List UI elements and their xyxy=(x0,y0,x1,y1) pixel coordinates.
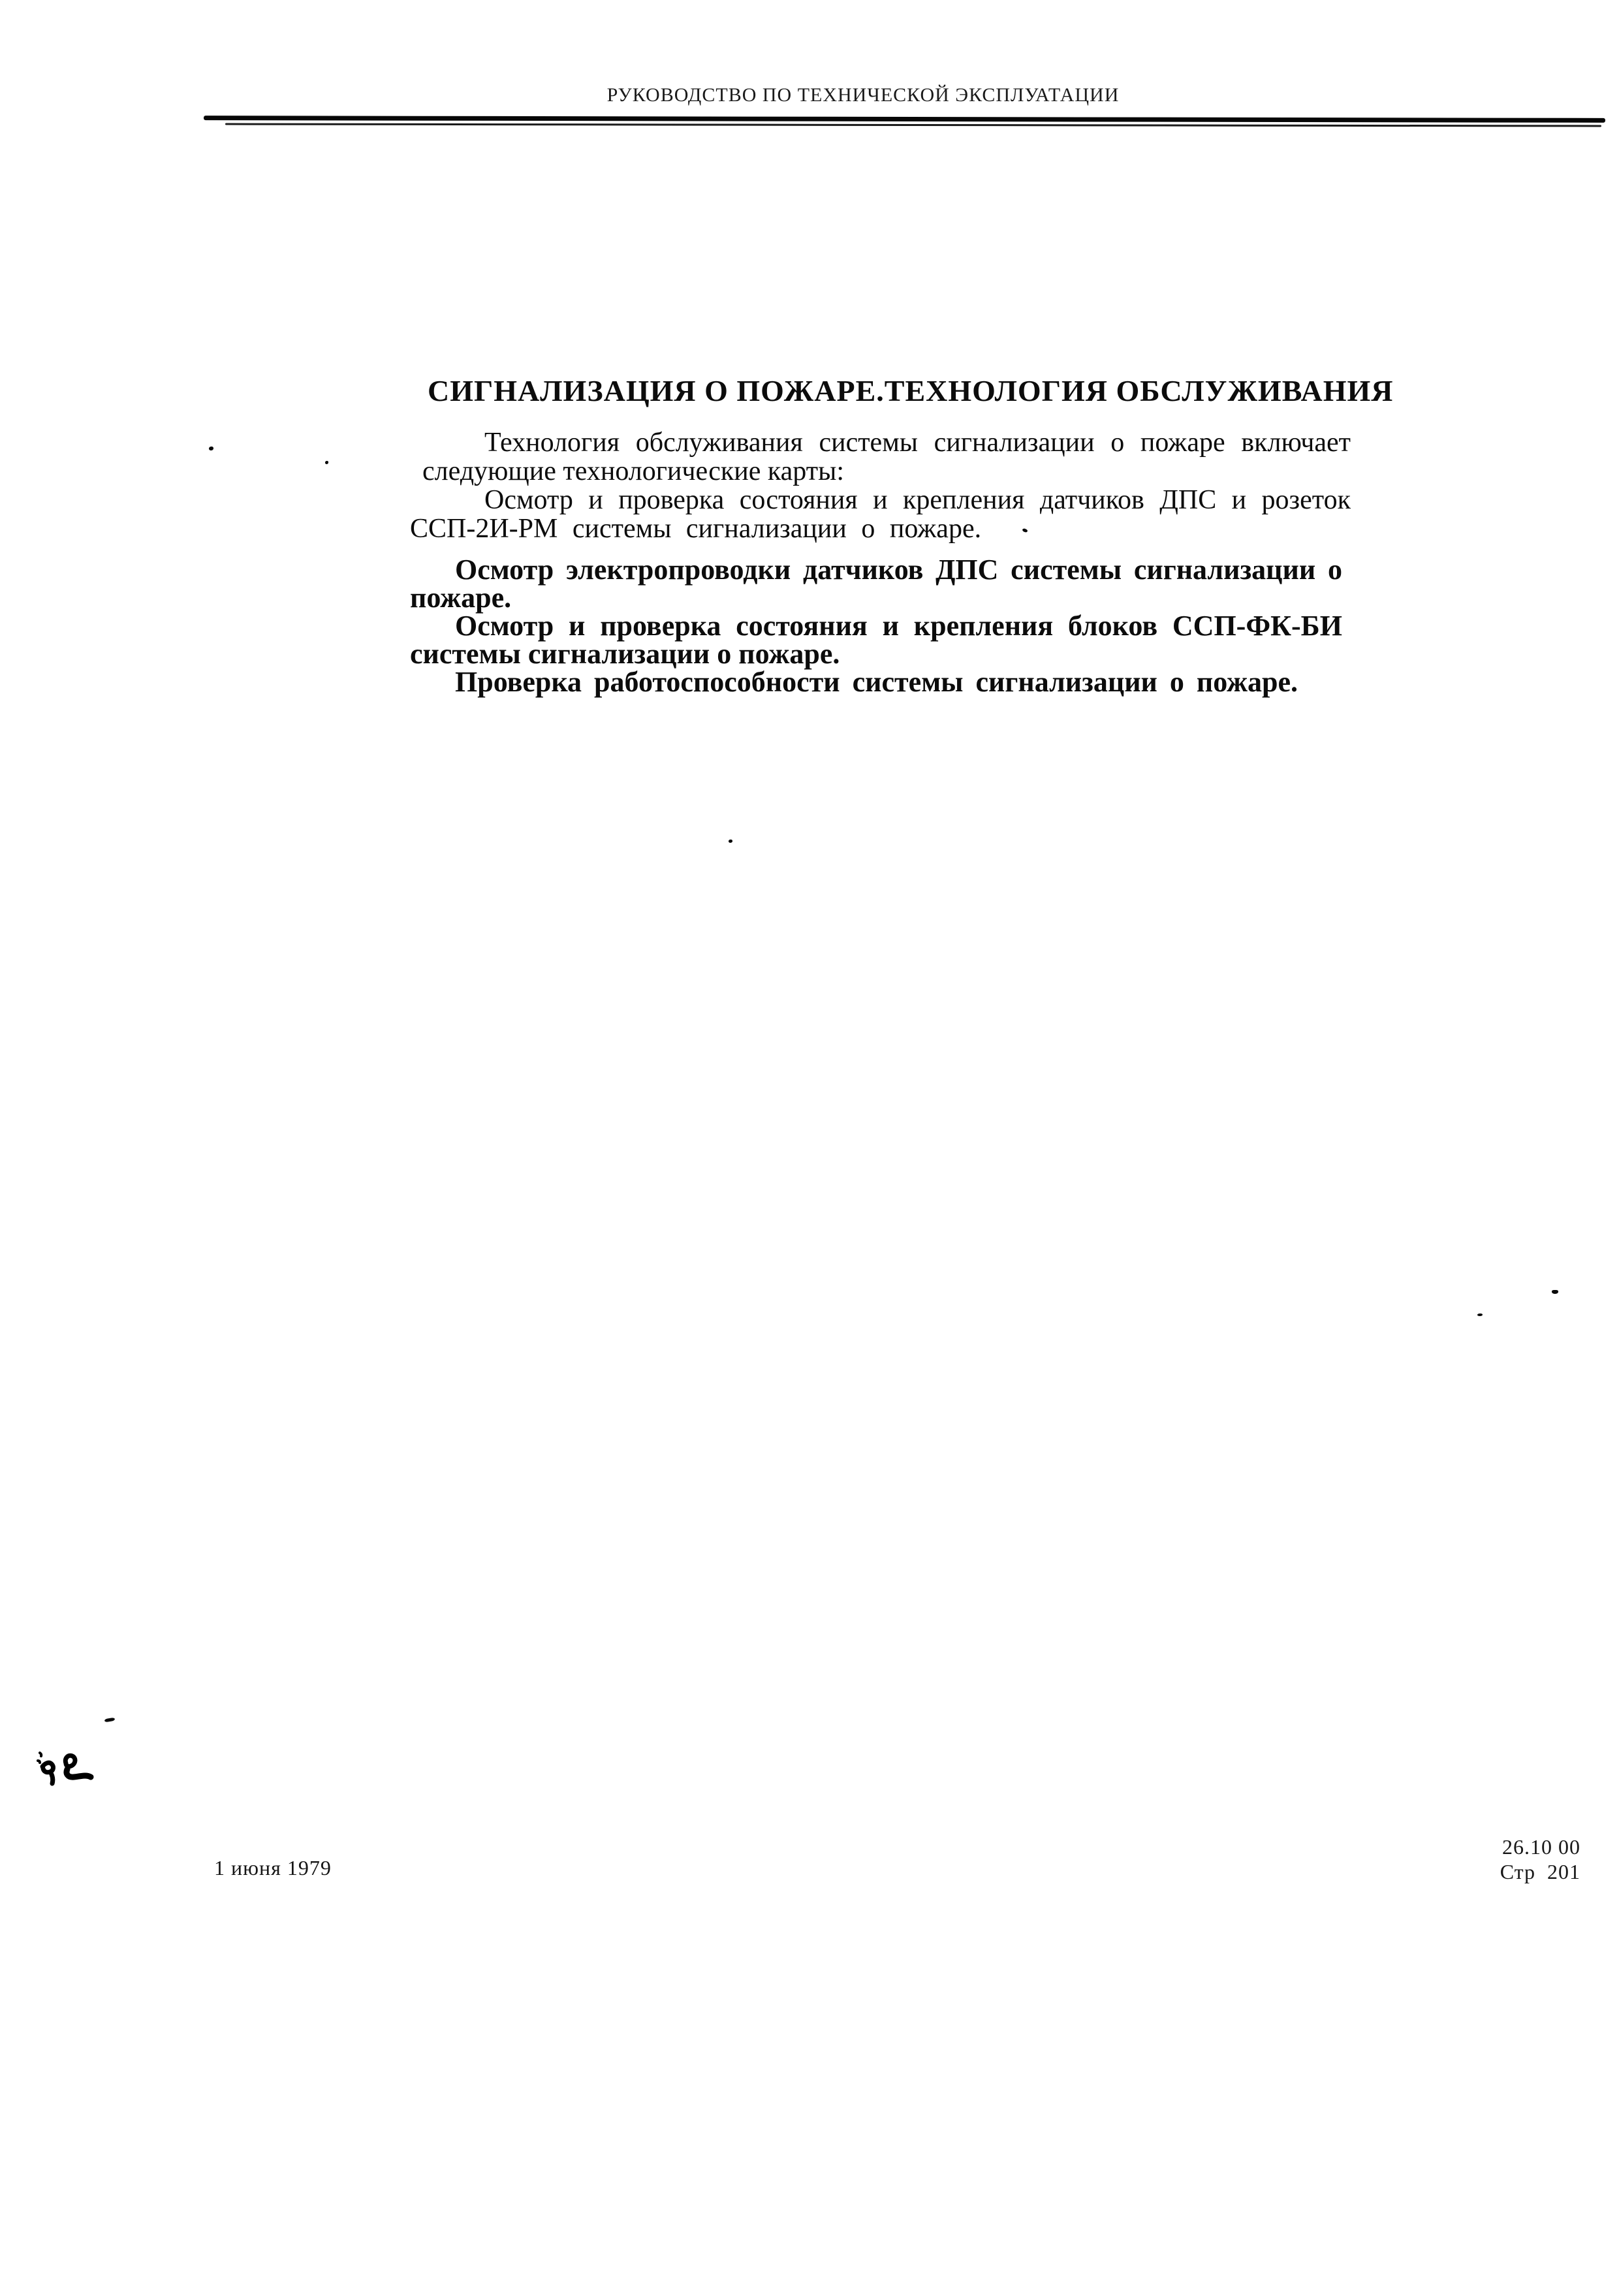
ink-speck xyxy=(1552,1290,1558,1294)
body-line: Осмотр электропроводки датчиков ДПС системы сигнализации о xyxy=(455,554,1342,586)
body-line: следующие технологические карты: xyxy=(422,456,844,486)
footer-page-number: Стр 201 xyxy=(1500,1860,1580,1883)
running-header: РУКОВОДСТВО ПО ТЕХНИЧЕСКОЙ ЭКСПЛУАТАЦИИ xyxy=(606,84,1120,106)
footer-reference-block xyxy=(1500,1834,1580,1884)
page-title-left: СИГНАЛИЗАЦИЯ О ПОЖАРЕ. xyxy=(428,374,885,407)
body-text-block-lower xyxy=(410,556,1342,696)
ink-speck xyxy=(209,447,213,450)
body-line: ССП-2И-РМ системы сигнализации о пожаре. xyxy=(410,514,982,544)
body-line: Осмотр и проверка состояния и крепления блоков ССП-ФК-БИ xyxy=(455,610,1342,642)
footer-section-code: 26.10 00 xyxy=(1502,1835,1580,1859)
ink-speck xyxy=(325,461,328,464)
footer-date: 1 июня 1979 xyxy=(214,1856,332,1879)
header-rule-thin xyxy=(225,123,1601,127)
ink-speck xyxy=(104,1718,116,1723)
body-line: системы сигнализации о пожаре. xyxy=(410,638,840,670)
body-text-block-upper xyxy=(410,428,1351,544)
ink-speck xyxy=(729,840,732,843)
body-line: пожаре. xyxy=(410,582,512,614)
ink-speck xyxy=(1477,1313,1483,1316)
body-line: Технология обслуживания системы сигнализации о пожаре включает xyxy=(484,428,1351,458)
page-title-right: ТЕХНОЛОГИЯ ОБСЛУЖИВАНИЯ xyxy=(884,374,1394,407)
body-line: Проверка работоспособности системы сигнализации о пожаре. xyxy=(455,666,1298,698)
header-rule-thick xyxy=(204,116,1605,123)
handwritten-mark xyxy=(34,1748,99,1797)
body-line: Осмотр и проверка состояния и крепления датчиков ДПС и розеток xyxy=(484,485,1351,515)
page-title xyxy=(428,373,1394,409)
